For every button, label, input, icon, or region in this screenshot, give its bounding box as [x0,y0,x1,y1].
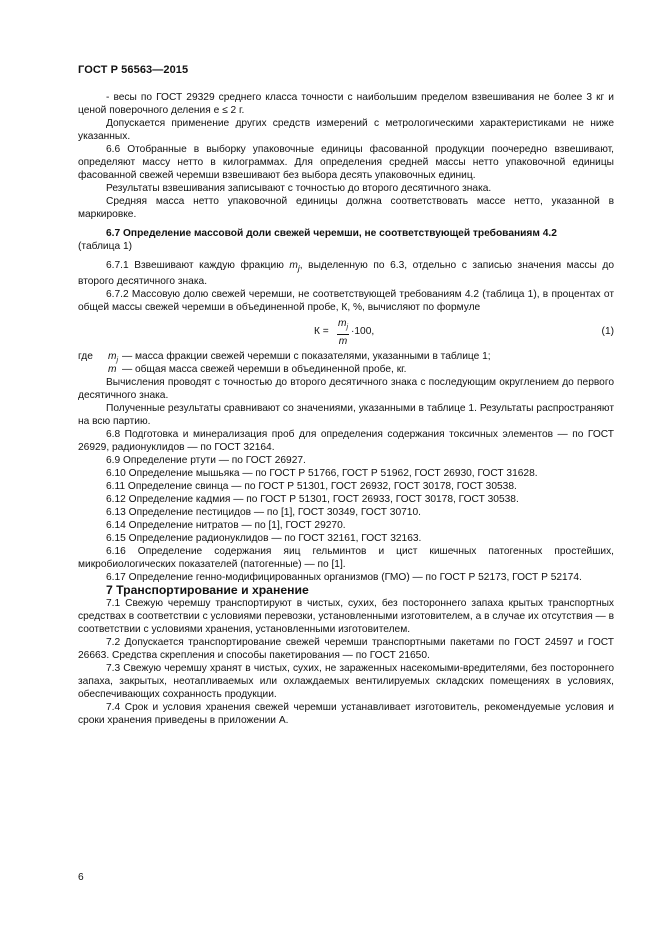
p671-text-b: , выделенную по 6.3, отдельно с записью значения массы до второго десятичного знака. [78,260,615,288]
legend-lead: где [78,351,93,363]
p671-symbol: m [289,260,298,271]
formula-numerator [337,318,349,334]
clause-6-7-title-tail: (таблица 1) [78,241,133,252]
paragraph-7-3: 7.3 Свежую черемшу хранят в чистых, сухих, не зараженных насекомыми-вредителями, без постороннего запаха, закрытых, неотапливаемых или охлаждаемых вентилируемых складских помещениях в условиях, обеспечивающих сохранность продукции. [78,663,614,701]
legend-symbol-m: m [108,364,117,376]
paragraph-6-11: 6.11 Определение свинца — по ГОСТ Р 51301, ГОСТ 26932, ГОСТ 30178, ГОСТ 30538. [106,481,517,493]
paragraph-6-16: 6.16 Определение содержания яиц гельминтов и цист кишечных патогенных простейших, микробиологических показателей (патогенные) — по [1]. [78,546,614,571]
paragraph-other-instruments: Допускается применение других средств измерений с метрологическими характеристиками не ниже указанных. [78,118,614,142]
formula-numerator-subscript: j [346,324,349,332]
paragraph-7-4: 7.4 Срок и условия хранения свежей черемши устанавливает изготовитель, рекомендуемые условия и сроки хранения приведены в приложении А. [78,702,614,727]
legend-row [78,363,614,376]
paragraph-6-8: 6.8 Подготовка и минерализация проб для определения содержания токсичных элементов — по ГОСТ 26929, радионуклидов — по ГОСТ 32164. [78,429,614,454]
paragraph-net-mass: Средняя масса нетто упаковочной единицы должна соответствовать массе нетто, указанной в маркировке. [78,196,614,220]
paragraph-6-10: 6.10 Определение мышьяка — по ГОСТ Р 51766, ГОСТ Р 51962, ГОСТ 26930, ГОСТ 31628. [106,468,538,480]
paragraph-6-7-1 [78,259,614,288]
legend-symbol-sub: j [116,357,119,365]
legend-text: — масса фракции свежей черемши с показателями, указанными в таблице 1; [122,351,491,363]
formula-1 [78,318,614,348]
paragraph-7-2: 7.2 Допускается транспортирование свежей черемши транспортными пакетами по ГОСТ 24597 и ГОСТ 26663. Средства скрепления и способы пакетирования — по ГОСТ 21650. [78,637,614,662]
paragraph-6-7-2: 6.7.2 Массовую долю свежей черемши, не соответствующей требованиям 4.2 (таблица 1), в процентах от общей массы свежей черемши в объединенной пробе, К, %, вычисляют по формуле [78,289,614,314]
clause-6-7-title [78,227,614,240]
formula-rhs: ·100, [351,326,375,338]
legend-row [78,350,614,363]
paragraph-6-13: 6.13 Определение пестицидов — по [1], ГОСТ 30349, ГОСТ 30710. [106,507,421,519]
paragraph-6-17: 6.17 Определение генно-модифицированных организмов (ГМО) — по ГОСТ Р 52173, ГОСТ Р 52174. [106,572,582,584]
paragraph-6-12: 6.12 Определение кадмия — по ГОСТ Р 51301, ГОСТ 26933, ГОСТ 30178, ГОСТ 30538. [106,494,519,506]
page-content [78,91,614,727]
paragraph-6-15: 6.15 Определение радионуклидов — по ГОСТ 32161, ГОСТ 32163. [106,533,422,545]
formula-number: (1) [601,326,614,338]
paragraph-scales: - весы по ГОСТ 29329 среднего класса точности с наибольшим пределом взвешивания не более 3 кг и ценой поверочного деления е ≤ 2 г. [78,92,614,116]
formula-legend [78,350,614,376]
p671-subscript: j [297,263,300,274]
formula-denominator: m [338,336,348,348]
section-7-title: 7 Транспортирование и хранение [106,583,309,598]
paragraph-6-9: 6.9 Определение ртути — по ГОСТ 26927. [106,455,306,467]
page-number: 6 [78,872,84,883]
paragraph-6-6: 6.6 Отобранные в выборку упаковочные единицы фасованной продукции поочередно взвешивают, определяют массу нетто в килограммах. Для определения средней массы нетто упаковочной единицы фасованной свежей черемши взвешивают без выбора десять упаковочных единиц. [78,144,614,181]
p671-text-a: 6.7.1 Взвешивают каждую фракцию [106,260,290,271]
paragraph-weighing-results: Результаты взвешивания записывают с точностью до второго десятичного знака. [106,183,492,194]
legend-symbol-mj: m [108,351,117,363]
formula-lhs: К = [314,326,329,338]
clause-6-7-title-text: 6.7 Определение массовой доли свежей черемши, не соответствующей требованиям 4.2 [106,228,557,239]
formula-numerator-symbol: m [337,318,347,330]
paragraph-calculations: Вычисления проводят с точностью до второго десятичного знака с последующим округлением до первого десятичного знака. [78,377,614,402]
standard-header: ГОСТ Р 56563—2015 [78,64,189,76]
paragraph-7-1: 7.1 Свежую черемшу транспортируют в чистых, сухих, без постороннего запаха крытых транспортных средствах в соответствии с условиями перевозки, установленными изготовителем, а в случае их отсутствия — в соответствии с условиями хранения, установленными изготовителем. [78,598,614,636]
legend-text: — общая масса свежей черемши в объединенной пробе, кг. [122,364,407,376]
formula-fraction [337,318,349,348]
paragraph-6-14: 6.14 Определение нитратов — по [1], ГОСТ 29270. [106,520,346,532]
paragraph-results-compare: Полученные результаты сравнивают со значениями, указанными в таблице 1. Результаты распространяют на всю партию. [78,403,614,428]
